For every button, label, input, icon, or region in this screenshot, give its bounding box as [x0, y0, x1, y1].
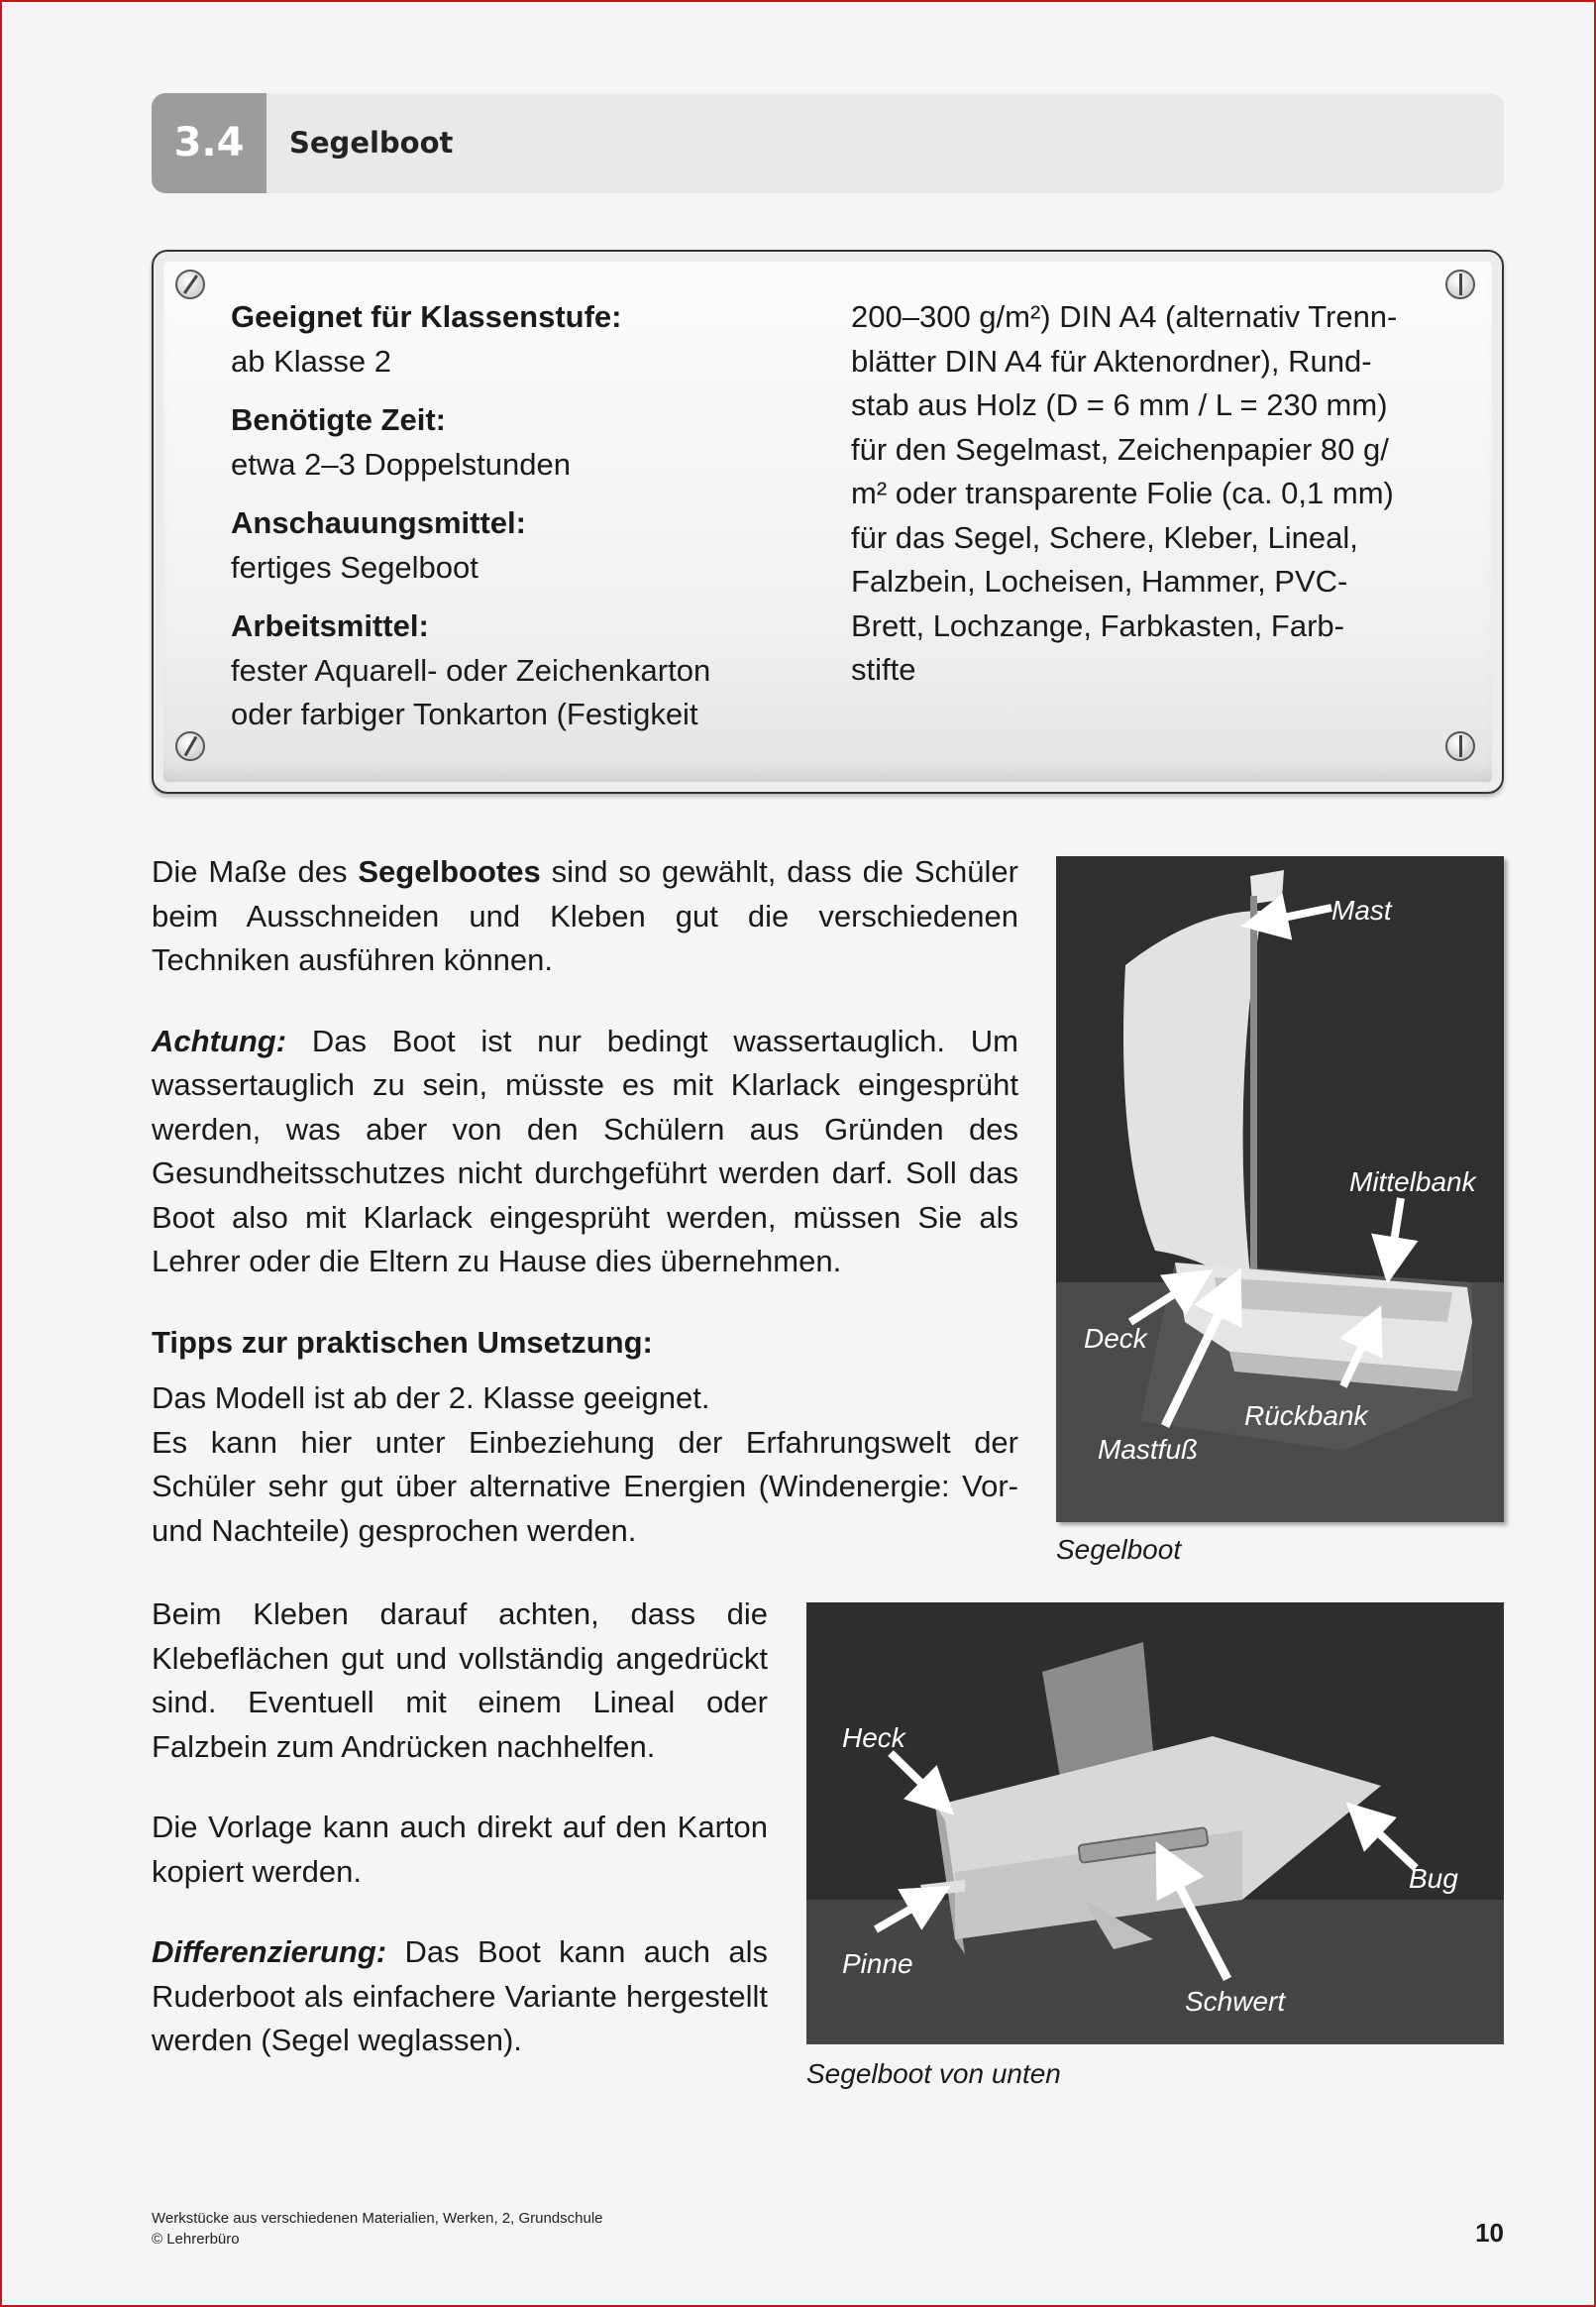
- info-left-column: [231, 295, 786, 752]
- label-pinne: Pinne: [842, 1948, 913, 1979]
- label-mittelbank: Mittelbank: [1349, 1166, 1476, 1197]
- info-line: 200–300 g/m²) DIN A4 (alternativ Trenn-: [851, 299, 1398, 334]
- info-line: stifte: [851, 652, 916, 687]
- screw-icon: [175, 270, 205, 299]
- footer: [152, 2208, 603, 2250]
- info-line: Falzbein, Locheisen, Hammer, PVC-: [851, 564, 1348, 599]
- info-right-column: [851, 295, 1465, 693]
- info-value: etwa 2–3 Doppelstunden: [231, 446, 571, 482]
- info-value: oder farbiger Tonkarton (Festigkeit: [231, 697, 698, 731]
- info-block-demo: [231, 501, 786, 590]
- info-label: Benötigte Zeit:: [231, 402, 446, 437]
- footer-copyright: © Lehrerbüro: [152, 2231, 240, 2248]
- photo-sailboat: [1056, 856, 1504, 1522]
- bold-term: Segelbootes: [358, 854, 541, 889]
- section-title: Segelboot: [289, 126, 454, 160]
- warning-paragraph: [152, 1020, 1018, 1284]
- info-block-grade: [231, 295, 786, 384]
- text-run: sind so gewählt, dass die Schüler beim Ausschneiden und Kleben gut die verschiedenen Techniken ausführen können.: [152, 854, 1018, 977]
- info-label: Geeignet für Klassenstufe:: [231, 299, 622, 334]
- screw-icon: [1445, 731, 1475, 761]
- info-line: m² oder transparente Folie (ca. 0,1 mm): [851, 476, 1394, 510]
- info-plate: [152, 250, 1504, 794]
- label-mastfuss: Mastfuß: [1098, 1434, 1199, 1465]
- label-deck: Deck: [1084, 1323, 1147, 1354]
- screw-icon: [175, 731, 205, 761]
- info-value: ab Klasse 2: [231, 343, 391, 379]
- label-rueckbank: Rückbank: [1244, 1400, 1368, 1431]
- info-line: stab aus Holz (D = 6 mm / L = 230 mm): [851, 387, 1388, 422]
- differentiation-paragraph: [152, 1930, 768, 2063]
- intro-paragraph: [152, 850, 1018, 983]
- info-value: fertiges Segelboot: [231, 549, 479, 585]
- tips-heading: Tipps zur praktischen Umsetzung:: [152, 1324, 653, 1360]
- photo-caption: Segelboot: [1056, 1534, 1182, 1565]
- info-block-time: [231, 398, 786, 487]
- section-number: 3.4: [152, 93, 266, 193]
- info-label: Arbeitsmittel:: [231, 608, 429, 643]
- text-block-bottom: [152, 1593, 768, 2063]
- glue-paragraph: Beim Kleben darauf achten, dass die Klebeflächen gut und vollständig angedrückt sind. Eventuell mit einem Lineal oder Falzbein zum Andrücken nachhelfen.: [152, 1596, 768, 1764]
- info-block-materials: [231, 604, 786, 737]
- tips-paragraph: Es kann hier unter Einbeziehung der Erfahrungswelt der Schüler sehr gut über alternative Energien (Windenergie: Vor- und Nachteile) gesprochen werden.: [152, 1424, 1018, 1548]
- info-label: Anschauungsmittel:: [231, 505, 526, 540]
- info-line: Brett, Lochzange, Farbkasten, Farb-: [851, 607, 1344, 643]
- label-heck: Heck: [842, 1722, 905, 1753]
- info-line: für den Segelmast, Zeichenpapier 80 g/: [851, 431, 1389, 467]
- text-run: Die Maße des: [152, 854, 359, 889]
- warning-label: Achtung:: [152, 1023, 287, 1058]
- photo-caption: Segelboot von unten: [806, 2058, 1061, 2089]
- tips-line: Das Modell ist ab der 2. Klasse geeignet.: [152, 1380, 710, 1415]
- info-line: blätter DIN A4 für Aktenordner), Rund-: [851, 343, 1372, 379]
- text-block-top: [152, 850, 1018, 1553]
- text-run: Das Boot kann auch als Ruderboot als einfachere Variante hergestellt werden (Segel weglassen).: [152, 1934, 768, 2057]
- text-run: Das Boot ist nur bedingt wassertauglich. Um wassertauglich zu sein, müsste es mit Klarlack eingesprüht werden, was aber von den Schülern aus Gründen des Gesundheitsschutzes nicht durchgeführt werden darf. Soll das Boot also mit Klarlack eingesprüht werden, müssen Sie als Lehrer oder die Eltern zu Hause dies übernehmen.: [152, 1023, 1018, 1278]
- label-mast: Mast: [1331, 895, 1392, 926]
- footer-source: Werkstücke aus verschiedenen Materialien, Werken, 2, Grundschule: [152, 2210, 603, 2227]
- info-value: fester Aquarell- oder Zeichenkarton: [231, 652, 711, 688]
- photo-sailboat-bottom: [806, 1602, 1504, 2044]
- section-header: [152, 93, 1504, 193]
- differentiation-label: Differenzierung:: [152, 1934, 387, 1969]
- label-bug: Bug: [1409, 1863, 1458, 1894]
- label-schwert: Schwert: [1185, 1986, 1286, 2017]
- copy-paragraph: Die Vorlage kann auch direkt auf den Karton kopiert werden.: [152, 1810, 768, 1889]
- page-number: 10: [1475, 2218, 1504, 2248]
- info-line: für das Segel, Schere, Kleber, Lineal,: [851, 519, 1358, 555]
